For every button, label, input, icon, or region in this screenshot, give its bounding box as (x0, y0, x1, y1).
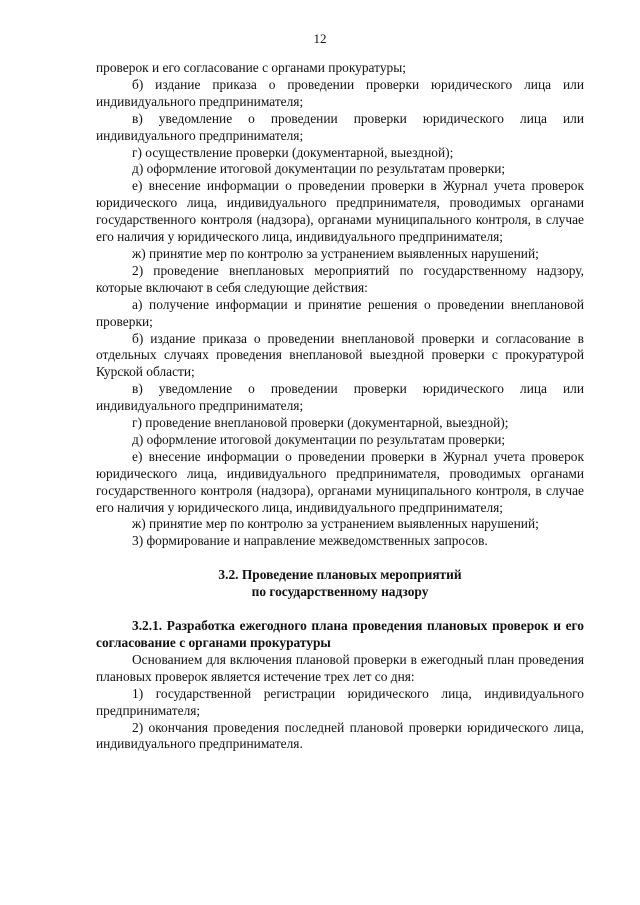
section-heading-line2: по государственному надзору (251, 584, 429, 600)
paragraph-item-2: 2) проведение внеплановых мероприятий по государственному надзору, которые включают в себя следующие действия: (96, 262, 584, 295)
paragraph-basis: Основанием для включения плановой проверки в ежегодный план проведения плановых проверок является истечение трех лет со дня: (96, 651, 584, 684)
paragraph-basis-item-2: 2) окончания проведения последней плановой проверки юридического лица, индивидуального предпринимателя. (96, 719, 584, 752)
paragraph-item-zh: ж) принятие мер по контролю за устранением выявленных нарушений; (132, 245, 539, 261)
spacer (96, 550, 584, 567)
paragraph-item-d2: д) оформление итоговой документации по результатам проверки; (132, 431, 506, 447)
paragraph-item-a: а) получение информации и принятие решения о проведении внеплановой проверки; (96, 296, 584, 329)
paragraph-item-3: 3) формирование и направление межведомственных запросов. (132, 533, 488, 549)
paragraph-item-d: д) оформление итоговой документации по результатам проверки; (132, 161, 506, 177)
page-number: 12 (313, 31, 327, 46)
spacer (96, 601, 584, 618)
paragraph-item-b: б) издание приказа о проведении проверки юридического лица или индивидуального предпринимателя; (96, 76, 584, 109)
subsection-heading: 3.2.1. Разработка ежегодного плана проведения плановых проверок и его согласование с органами прокуратуры (96, 618, 584, 650)
paragraph-item-g: г) осуществление проверки (документарной, выездной); (132, 144, 454, 160)
paragraph-item-g2: г) проведение внеплановой проверки (документарной, выездной); (132, 415, 509, 431)
paragraph-item-v2: в) уведомление о проведении проверки юридического лица или индивидуального предпринимателя; (96, 381, 584, 414)
paragraph-item-b2: б) издание приказа о проведении внеплановой проверки и согласование в отдельных случаях проведения внеплановой выездной проверки с прокуратурой Курской области; (96, 330, 584, 380)
paragraph-item-e2: е) внесение информации о проведении проверки в Журнал учета проверок юридического лица, индивидуального предпринимателя, проводимых органами государственного контроля (надзора), органами муниципального контроля, в случае его наличия у юридического лица, индивидуального предпринимателя; (96, 448, 584, 515)
section-heading-line1: 3.2. Проведение плановых мероприятий (218, 567, 462, 583)
paragraph-item-zh2: ж) принятие мер по контролю за устранением выявленных нарушений; (132, 516, 539, 532)
paragraph-basis-item-1: 1) государственной регистрации юридического лица, индивидуального предпринимателя; (96, 685, 584, 718)
paragraph-item-v: в) уведомление о проведении проверки юридического лица или индивидуального предпринимателя; (96, 110, 584, 143)
document-body (96, 60, 584, 753)
paragraph-continuation: проверок и его согласование с органами прокуратуры; (96, 60, 406, 75)
paragraph-item-e: е) внесение информации о проведении проверки в Журнал учета проверок юридического лица, индивидуального предпринимателя, проводимых органами государственного контроля (надзора), органами муниципального контроля, в случае его наличия у юридического лица, индивидуального предпринимателя; (96, 178, 584, 245)
